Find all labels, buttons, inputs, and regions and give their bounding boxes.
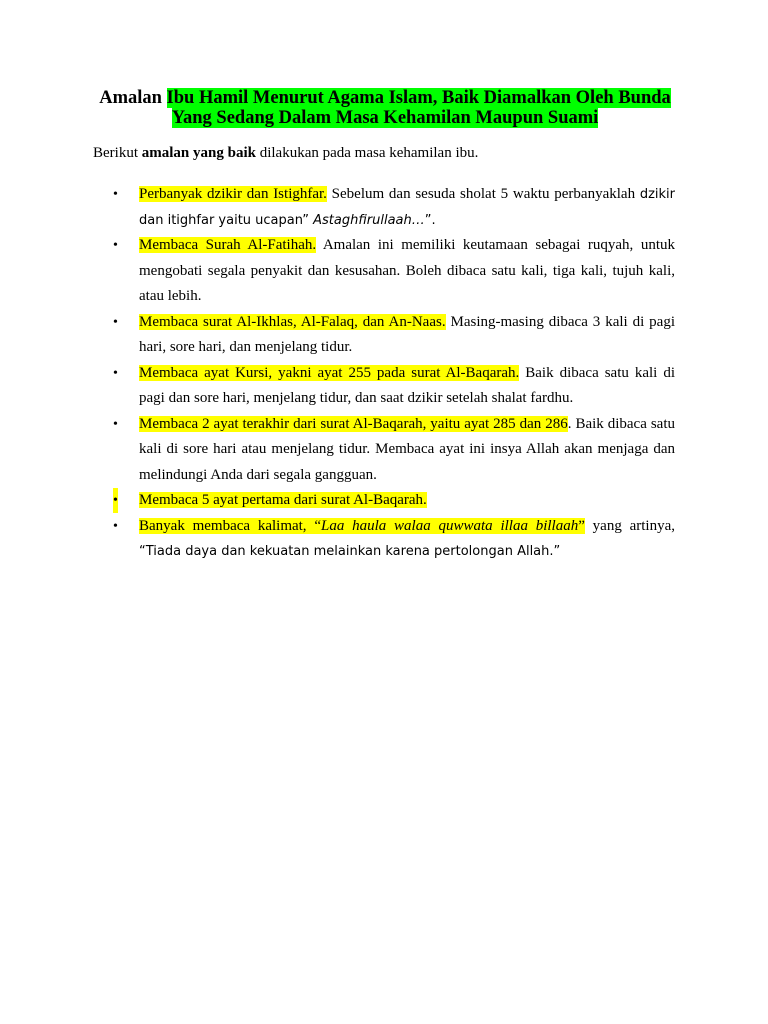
bullet-icon: • [113, 187, 118, 202]
intro-text-after: dilakukan pada masa kehamilan ibu. [255, 145, 479, 161]
list-item-text [139, 233, 675, 310]
bullet-icon: • [113, 314, 118, 330]
item-sans-text: “Tiada daya dan kekuatan melainkan karena pertolongan Allah.” [139, 544, 561, 559]
list-item-text [139, 310, 675, 361]
item-rest: . Baik dibaca satu kali di sore hari atau menjelang tidur. Membaca ayat ini insya Allah akan menjaga dan melindungi Anda dari segala gangguan. [139, 415, 675, 483]
list-item-text [139, 514, 675, 565]
document-title [92, 88, 678, 128]
bullet-icon: • [113, 518, 118, 534]
list-item [0, 514, 768, 565]
item-rest: Masing-masing dibaca 3 kali di pagi hari, sore hari, dan menjelang tidur. [139, 313, 676, 355]
item-highlight: Membaca 5 ayat pertama dari surat Al-Baqarah. [139, 492, 427, 508]
item-highlight-italic: Laa haula walaa quwwata illaa billaah [321, 517, 579, 534]
list-item [0, 182, 768, 233]
list-item-text [139, 488, 675, 514]
item-highlight-pre: Banyak membaca kalimat, “ [139, 517, 321, 534]
bullet-icon: • [113, 416, 118, 432]
intro-text-before: Berikut [93, 145, 142, 161]
bullet-icon: • [113, 488, 118, 513]
item-highlight [139, 518, 585, 534]
item-highlight: Perbanyak dzikir dan Istighfar. [139, 186, 327, 202]
item-rest: Sebelum dan sesuda sholat 5 waktu perbanyaklah [326, 186, 640, 202]
list-item [0, 233, 768, 310]
title-highlight-line1: Ibu Hamil Menurut Agama Islam, Baik Diamalkan Oleh Bunda [166, 88, 671, 108]
item-tail: ”. [424, 212, 436, 228]
list-item-text [139, 182, 675, 233]
list-item [0, 412, 768, 489]
list-item [0, 310, 768, 361]
item-italic: Astaghfirullaah… [313, 212, 425, 228]
item-highlight: Membaca 2 ayat terakhir dari surat Al-Baqarah, yaitu ayat 285 dan 286 [139, 415, 568, 432]
amalan-list [0, 182, 768, 565]
item-sans-text: dzikir dan itighfar yaitu ucapan” [139, 187, 676, 228]
item-highlight: Membaca surat Al-Ikhlas, Al-Falaq, dan An-Naas. [139, 313, 446, 330]
bullet-icon: • [113, 238, 118, 253]
list-item [0, 361, 768, 412]
title-prefix: Amalan [99, 88, 162, 108]
item-rest: yang artinya, [584, 517, 675, 534]
intro-paragraph [93, 143, 478, 163]
title-highlight-line2: Yang Sedang Dalam Masa Kehamilan Maupun Suami [171, 108, 599, 128]
item-highlight-post: ” [578, 517, 585, 534]
item-highlight: Membaca Surah Al-Fatihah. [139, 237, 317, 253]
list-item-text [139, 361, 675, 412]
intro-bold-text: amalan yang baik [141, 145, 256, 161]
list-item-text [139, 412, 675, 489]
bullet-icon: • [113, 365, 118, 381]
item-rest: Amalan ini memiliki keutamaan sebagai ruqyah, untuk mengobati segala penyakit dan kesusahan. Boleh dibaca satu kali, tiga kali, tujuh kali, atau lebih. [139, 237, 675, 304]
list-item [0, 488, 768, 514]
item-rest: Baik dibaca satu kali di pagi dan sore hari, menjelang tidur, dan saat dzikir setelah shalat fardhu. [139, 364, 676, 406]
item-highlight: Membaca ayat Kursi, yakni ayat 255 pada surat Al-Baqarah. [139, 364, 520, 381]
